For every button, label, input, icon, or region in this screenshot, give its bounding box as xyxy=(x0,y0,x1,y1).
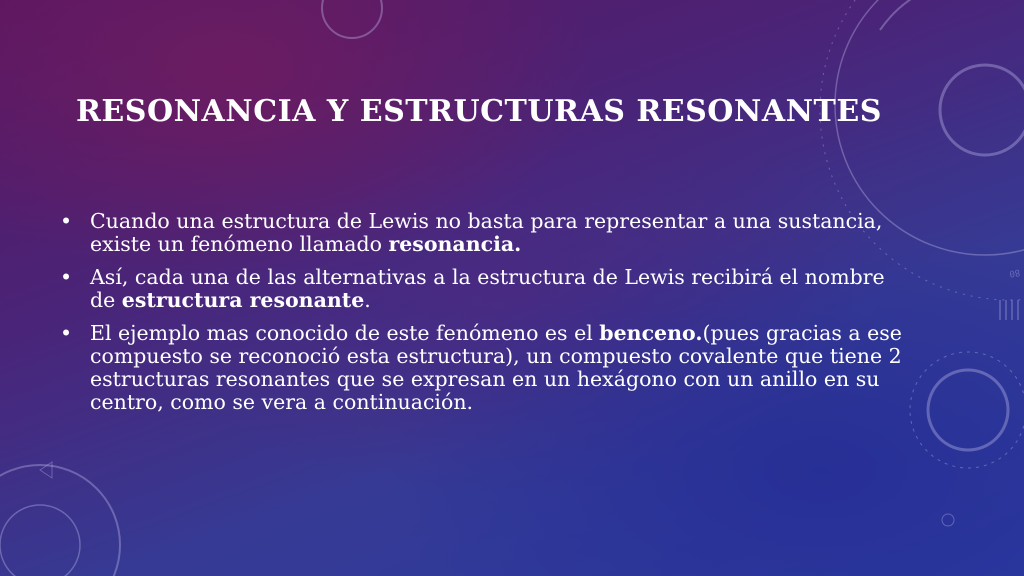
deco-dial-tick-labels xyxy=(947,0,1024,278)
deco-ticks-right xyxy=(1000,300,1018,320)
deco-ring-bottom-right xyxy=(928,370,1008,450)
bullet-item xyxy=(60,322,910,414)
bullet-bold-text: benceno. xyxy=(599,321,703,345)
bullet-list xyxy=(60,210,910,424)
deco-dial-bottom-left xyxy=(0,465,120,576)
deco-dial-bottom-left-inner xyxy=(0,505,80,576)
bullet-text: Así, cada una de las alternativas a la estructura de Lewis recibirá el nombre de xyxy=(90,265,885,312)
bullet-item xyxy=(60,210,910,256)
deco-circle-top xyxy=(322,0,382,38)
deco-dial-arc xyxy=(880,0,1000,30)
slide-title: RESONANCIA Y ESTRUCTURAS RESONANTES xyxy=(76,94,882,129)
bullet-bold-text: estructura resonante xyxy=(121,288,365,312)
deco-small-circle-right xyxy=(942,514,954,526)
bullet-text: Cuando una estructura de Lewis no basta para representar a una sustancia, existe un fenómeno llamado xyxy=(90,209,883,256)
bullet-text: . xyxy=(364,288,371,312)
bullet-dot-icon: • xyxy=(60,209,73,233)
bullet-dot-icon: • xyxy=(60,265,73,289)
bullet-text: (pues gracias a ese compuesto se reconoció esta estructura), un compuesto covalente que tiene 2 estructuras resonantes que se expresan en un hexágono con un anillo en su centro, como se vera a continuación. xyxy=(90,321,902,414)
bullet-text: El ejemplo mas conocido de este fenómeno es el xyxy=(90,321,600,345)
deco-dial-tick-label: 80 xyxy=(1008,266,1021,279)
bullet-item xyxy=(60,266,910,312)
bullet-dot-icon: • xyxy=(60,321,73,345)
bullet-bold-text: resonancia. xyxy=(388,232,522,256)
